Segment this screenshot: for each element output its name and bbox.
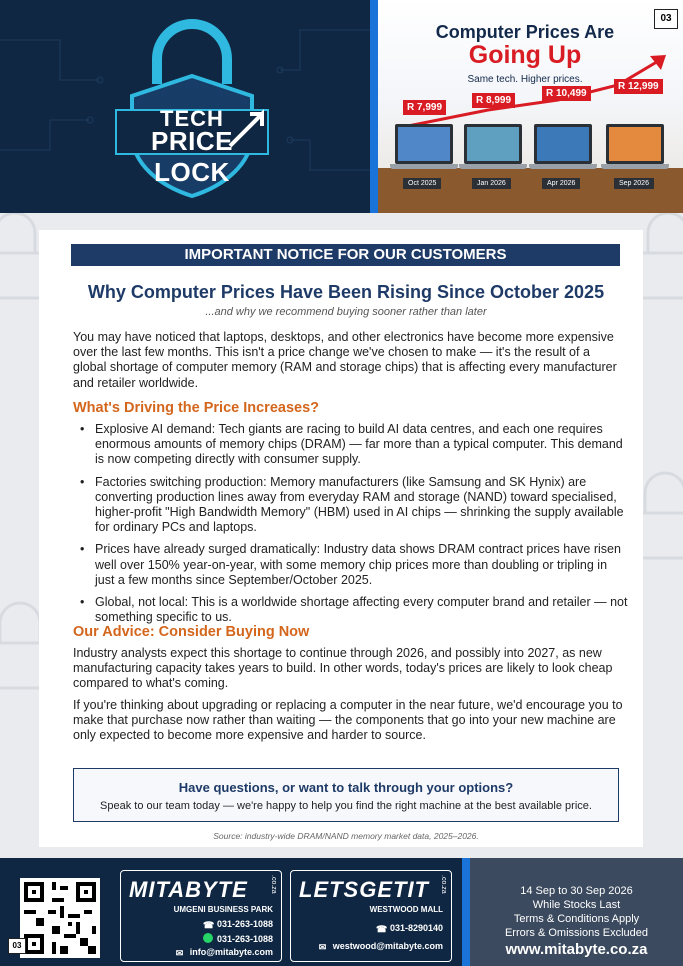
footer: [0, 858, 683, 966]
logo-line-tech: TECH: [160, 106, 224, 131]
laptop-price-tag: R 12,999: [614, 79, 663, 94]
header-accent-stripe: [370, 0, 378, 213]
bullet-icon: •: [80, 474, 85, 489]
promo-errors: Errors & Omissions Excluded: [504, 927, 649, 939]
laptop-date-label: Apr 2026: [542, 178, 580, 189]
mitabyte-logo: MITABYTE: [129, 877, 248, 902]
list-item-text: Global, not local: This is a worldwide shortage affecting every computer brand and retailer — not something specific to us.: [95, 595, 628, 625]
section-heading-advice: Our Advice: Consider Buying Now: [73, 624, 310, 640]
qr-code[interactable]: [20, 878, 100, 958]
laptop-screen: [464, 124, 522, 164]
store-email-text: westwood@mitabyte.com: [332, 941, 443, 951]
list-item-text: Prices have already surged dramatically: Industry data shows DRAM contract prices have risen well over 150% year-on-year, with some memory chip prices more than doubling or tripling in just a few months since September/October 2025.: [95, 542, 621, 587]
logo-line-price-lock: PRICE LOCK: [151, 126, 233, 187]
letsgetit-logo-suffix: .co.za: [440, 875, 447, 894]
bullet-icon: •: [80, 595, 85, 610]
promo-terms: Terms & Conditions Apply: [513, 913, 640, 925]
phone-icon: ☎: [375, 924, 388, 934]
advice-paragraph-1: Industry analysts expect this shortage to continue through 2026, and possibly into 2027, as new manufacturing capacity takes years to build. In other words, today's prices are likely to look cheap compared to what's coming.: [73, 646, 613, 691]
store-location: WESTWOOD MALL: [369, 905, 443, 914]
notice-subtitle: ...and why we recommend buying sooner rather than later: [205, 306, 487, 318]
contact-callout: [73, 768, 619, 822]
email-icon: ✉: [175, 948, 184, 958]
store-whatsapp[interactable]: [203, 933, 273, 944]
laptop-date-label: Sep 2026: [614, 178, 654, 189]
store-location: UMGENI BUSINESS PARK: [173, 905, 273, 914]
footer-accent-stripe: [462, 858, 470, 966]
laptop-date-label: Oct 2025: [403, 178, 441, 189]
promo-stock-note: While Stocks Last: [532, 899, 621, 911]
promo-dates: 14 Sep to 30 Sep 2026: [520, 885, 633, 897]
laptop-price-tag: R 10,499: [542, 86, 591, 101]
laptop-base: [601, 164, 669, 169]
bullet-icon: •: [80, 422, 85, 436]
store-phone[interactable]: [203, 919, 273, 930]
footer-promo-text: [470, 884, 683, 957]
phone-icon: ☎: [202, 920, 215, 930]
letsgetit-logo: LETSGETIT: [299, 877, 429, 902]
page-number-top: 03: [654, 9, 678, 29]
qr-code-icon: [20, 878, 100, 958]
notice-banner: IMPORTANT NOTICE FOR OUR CUSTOMERS: [71, 244, 620, 266]
list-item-text: Factories switching production: Memory manufacturers (like Samsung and SK Hynix) are converting production lines away from everyday RAM and storage (NAND) toward specialised, higher-profit "High Bandwidth Memory" (HBM) used in AI chips — shrinking the supply available for ordinary PCs and laptops.: [95, 474, 624, 535]
intro-paragraph: You may have noticed that laptops, desktops, and other electronics have become more expensive over the last few months. This isn't a price change we've chosen to make — it's the result of a global shortage of computer memory (RAM and storage chips) that is affecting every manufacturer and retailer worldwide.: [73, 330, 617, 390]
laptop-base: [529, 164, 597, 169]
store-phone[interactable]: [376, 923, 443, 934]
header-banner: [0, 0, 683, 213]
laptop-price-tag: R 8,999: [472, 93, 515, 108]
page-number-bottom: 03: [8, 938, 26, 954]
list-item: [73, 595, 629, 625]
wooden-table: [378, 168, 683, 213]
list-item: [73, 422, 629, 468]
source-note: Source: industry-wide DRAM/NAND memory market data, 2025–2026.: [213, 831, 479, 841]
laptop-base: [390, 164, 458, 169]
section-heading-drivers: What's Driving the Price Increases?: [73, 400, 320, 416]
contact-question: Have questions, or want to talk through your options?: [178, 780, 514, 795]
store-phone-text: 031-263-1088: [216, 919, 273, 929]
store-email[interactable]: [319, 941, 443, 952]
promo-title-line2: Going Up: [468, 41, 582, 69]
promo-tagline: Same tech. Higher prices.: [467, 74, 583, 85]
laptop-base: [459, 164, 527, 169]
notice-title: Why Computer Prices Have Been Rising Since October 2025: [87, 282, 605, 302]
laptop-price-tag: R 7,999: [403, 100, 446, 115]
whatsapp-icon: [203, 933, 213, 943]
mitabyte-logo-suffix: .co.za: [270, 875, 277, 894]
store-letsgetit: [290, 870, 452, 962]
laptop-screen: [606, 124, 664, 164]
laptop-date-label: Jan 2026: [472, 178, 511, 189]
promo-title-line1: Computer Prices Are: [435, 22, 615, 42]
list-item: [73, 542, 629, 588]
email-icon: ✉: [318, 942, 327, 952]
drivers-list: [73, 422, 629, 632]
laptop-screen: [395, 124, 453, 164]
notice-card: [39, 230, 643, 847]
store-phone-text: 031-8290140: [389, 923, 443, 933]
contact-answer: Speak to our team today — we're happy to help you find the right machine at the best available price.: [100, 800, 592, 812]
website-link[interactable]: www.mitabyte.co.za: [505, 941, 648, 958]
list-item: [73, 475, 629, 536]
laptop-screen: [534, 124, 592, 164]
store-whatsapp-text: 031-263-1088: [216, 934, 273, 944]
tech-price-lock-logo: [112, 14, 272, 199]
store-email-text: info@mitabyte.com: [189, 947, 273, 957]
bullet-icon: •: [80, 542, 85, 557]
store-mitabyte: [120, 870, 282, 962]
advice-paragraph-2: If you're thinking about upgrading or replacing a computer in the near future, we'd encourage you to make that purchase now rather than waiting — the components that go into your new machine are only expected to become more expensive and harder to source.: [73, 698, 623, 743]
store-email[interactable]: [176, 947, 273, 958]
list-item-text: Explosive AI demand: Tech giants are racing to build AI data centres, and each one requires enormous amounts of memory chips (DRAM) — far more than a typical computer. This demand is now competing directly with consumer supply.: [95, 422, 623, 467]
